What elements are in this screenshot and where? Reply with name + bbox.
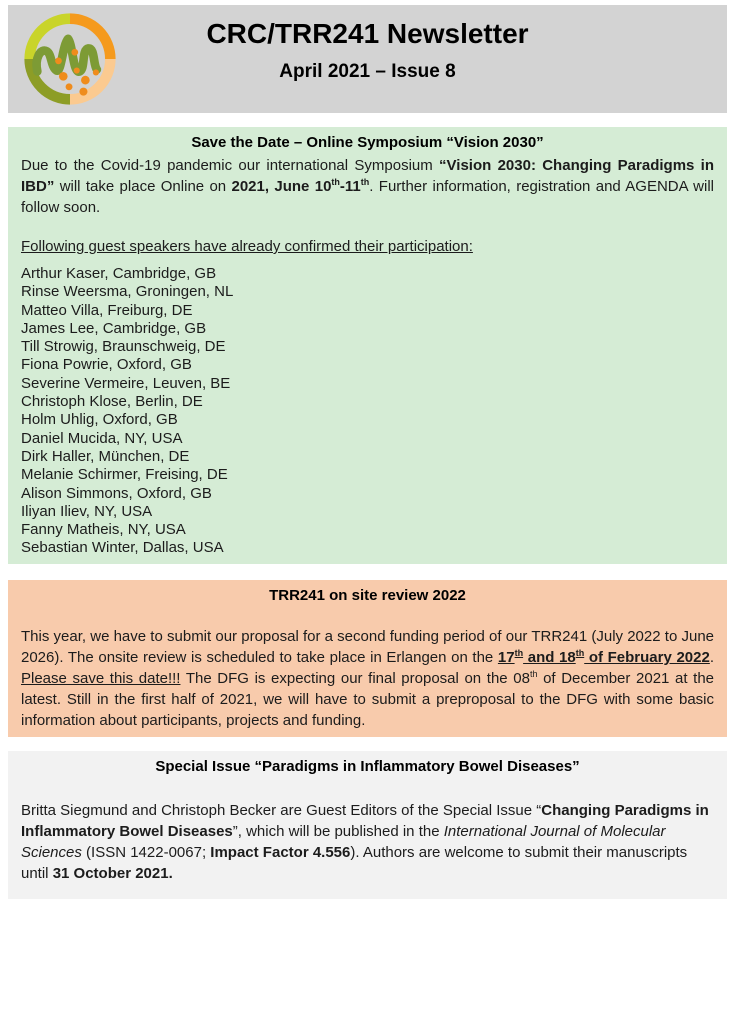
speaker-item: Till Strowig, Braunschweig, DE — [21, 338, 226, 356]
newsletter-header — [8, 5, 727, 113]
speaker-item: Matteo Villa, Freiburg, DE — [21, 301, 193, 319]
speaker-item: Rinse Weersma, Groningen, NL — [21, 283, 234, 301]
special-issue-title: Special Issue “Paradigms in Inflammatory Bowel Diseases” — [155, 757, 580, 775]
speaker-item: Alison Simmons, Oxford, GB — [21, 484, 212, 502]
speakers-list — [21, 265, 714, 558]
speakers-heading: Following guest speakers have already confirmed their participation: — [21, 238, 473, 255]
crc-trr241-logo — [22, 11, 118, 107]
section-special-issue — [8, 751, 727, 899]
speaker-item: Fanny Matheis, NY, USA — [21, 521, 186, 539]
speaker-item: Melanie Schirmer, Freising, DE — [21, 466, 228, 484]
section-symposium — [8, 127, 727, 564]
speaker-item: Sebastian Winter, Dallas, USA — [21, 539, 224, 557]
newsletter-issue: April 2021 – Issue 8 — [279, 61, 456, 82]
speaker-item: Dirk Haller, München, DE — [21, 447, 190, 465]
special-issue-paragraph: Britta Siegmund and Christoph Becker are Guest Editors of the Special Issue “Changing Paradigms in Inflammatory Bowel Diseases”, which will be published in the International Journal of Molecular Sciences (ISSN 1422-0067; Impact Factor 4.556). Authors are welcome to submit their manuscripts until 31 October 2021. — [21, 801, 709, 882]
crc-trr241-logo-icon — [22, 11, 118, 107]
speaker-item: Severine Vermeire, Leuven, BE — [21, 374, 231, 392]
review-paragraph: This year, we have to submit our proposal for a second funding period of our TRR241 (July 2022 to June 2026). The onsite review is scheduled to take place in Erlangen on the 17th and 18th of February 2022. Please save this date!!! The DFG is expecting our final proposal on the 08th of December 2021 at the latest. Still in the first half of 2021, we will have to submit a preproposal to the DFG with some basic information about participants, projects and funding. — [21, 627, 715, 729]
section-onsite-review — [8, 580, 727, 737]
logo-squiggle — [37, 39, 97, 72]
speaker-item: Holm Uhlig, Oxford, GB — [21, 411, 178, 429]
speaker-item: Arthur Kaser, Cambridge, GB — [21, 265, 217, 282]
speaker-item: Fiona Powrie, Oxford, GB — [21, 356, 192, 374]
symposium-intro-paragraph: Due to the Covid-19 pandemic our international Symposium “Vision 2030: Changing Paradigms in IBD” will take place Online on 2021, June 10th-11th. Further information, registration and AGENDA will follow soon. — [21, 157, 714, 216]
review-title: TRR241 on site review 2022 — [269, 586, 466, 604]
speaker-item: Daniel Mucida, NY, USA — [21, 429, 183, 447]
speaker-item: Christoph Klose, Berlin, DE — [21, 393, 203, 411]
speaker-item: Iliyan Iliev, NY, USA — [21, 502, 153, 520]
speaker-item: James Lee, Cambridge, GB — [21, 319, 207, 337]
symposium-title: Save the Date – Online Symposium “Vision 2030” — [191, 134, 544, 151]
newsletter-title: CRC/TRR241 Newsletter — [206, 18, 529, 49]
